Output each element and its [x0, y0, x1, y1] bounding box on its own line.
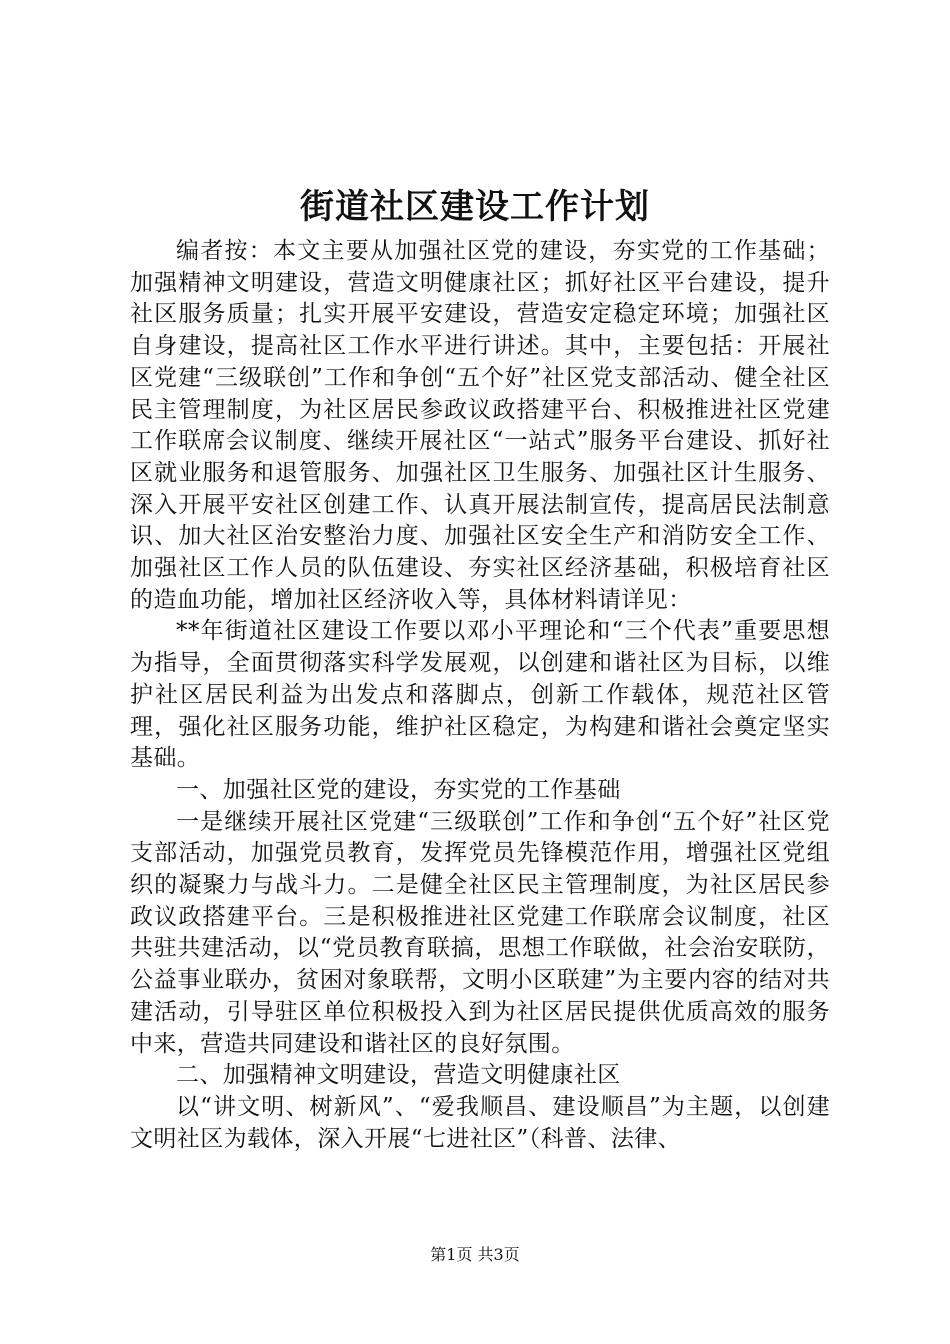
document-body — [130, 236, 830, 1155]
section-2-paragraph: 以“讲文明、树新风”、“爱我顺昌、建设顺昌”为主题，以创建文明社区为载体，深入开展“七进社区”（科普、法律、 — [130, 1093, 830, 1152]
page-footer: 第1页 共3页 — [430, 1245, 520, 1264]
editor-note-paragraph: 编者按：本文主要从加强社区党的建设，夯实党的工作基础；加强精神文明建设，营造文明健康社区；抓好社区平台建设，提升社区服务质量；扎实开展平安建设，营造安定稳定环境；加强社区自身建设，提高社区工作水平进行讲述。其中，主要包括：开展社区党建“三级联创”工作和争创“五个好”社区党支部活动、健全社区民主管理制度，为社区居民参政议政搭建平台、积极推进社区党建工作联席会议制度、继续开展社区“一站式”服务平台建设、抓好社区就业服务和退管服务、加强社区卫生服务、加强社区计生服务、深入开展平安社区创建工作、认真开展法制宣传，提高居民法制意识、加大社区治安整治力度、加强社区安全生产和消防安全工作、加强社区工作人员的队伍建设、夯实社区经济基础，积极培育社区的造血功能，增加社区经济收入等，具体材料请详见： — [130, 238, 830, 613]
intro-paragraph: **年街道社区建设工作要以邓小平理论和“三个代表”重要思想为指导，全面贯彻落实科学发展观，以创建和谐社区为目标，以维护社区居民利益为出发点和落脚点，创新工作载体，规范社区管理，强化社区服务功能，维护社区稳定，为构建和谐社会奠定坚实基础。 — [130, 618, 830, 772]
document-title: 街道社区建设工作计划 — [300, 187, 650, 227]
section-heading-2: 二、加强精神文明建设，营造文明健康社区 — [176, 1062, 621, 1089]
section-1-paragraph: 一是继续开展社区党建“三级联创”工作和争创“五个好”社区党支部活动，加强党员教育，发挥党员先锋模范作用，增强社区党组织的凝聚力与战斗力。二是健全社区民主管理制度，为社区居民参政议政搭建平台。三是积极推进社区党建工作联席会议制度，社区共驻共建活动，以“党员教育联搞，思想工作联做，社会治安联防，公益事业联办，贫困对象联帮，文明小区联建”为主要内容的结对共建活动，引导驻区单位积极投入到为社区居民提供优质高效的服务中来，营造共同建设和谐社区的良好氛围。 — [130, 808, 830, 1057]
section-heading-1: 一、加强社区党的建设，夯实党的工作基础 — [176, 776, 621, 803]
